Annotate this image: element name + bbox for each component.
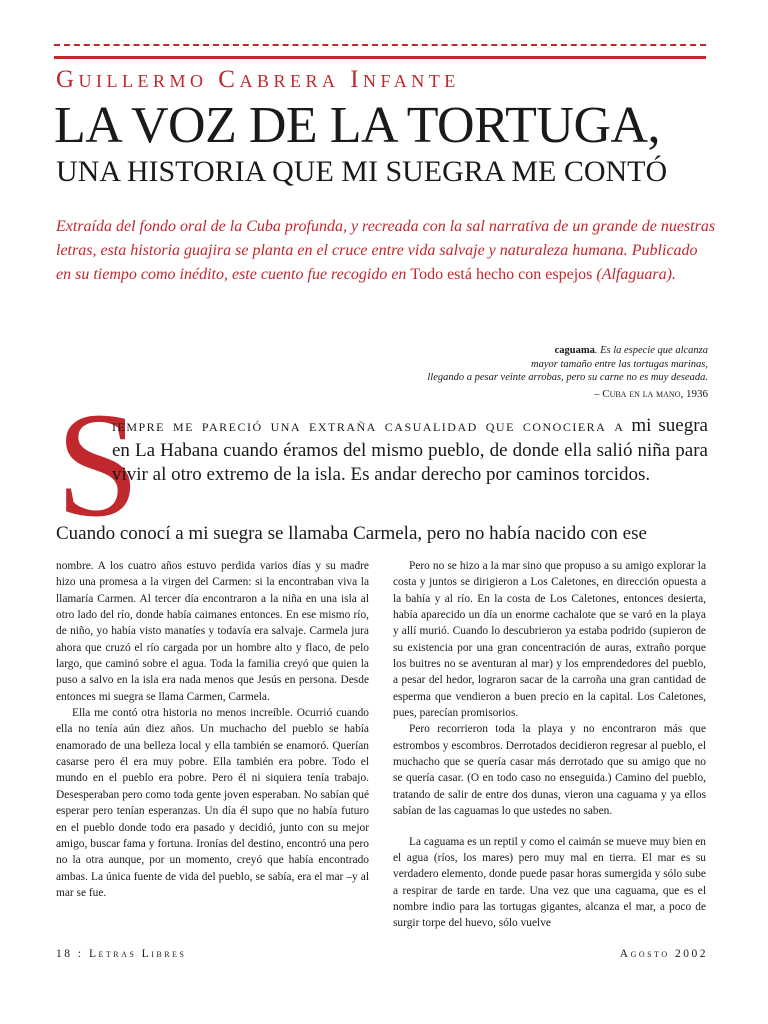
right-paragraph-3: La caguama es un reptil y como el caimán se mueve muy bien en el agua (ríos, los mares) pero muy mal en tierra. El mar es su verdadero elemento, donde puede pasar horas sumergida y sólo sube a respirar de tarde en tarde. Una vez que una caguama, que es el nombre indio para las tortugas gigantes, alcanza el mar, a poco de surgir torpe del huevo, sólo vuelve <box>393 835 706 930</box>
right-paragraph-1: Pero no se hizo a la mar sino que propuso a su amigo explorar la costa y juntos se dirigieron a Los Caletones, en dirección opuesta a la bahía y al río. En la costa de Los Caletones, entonces desierta, había aparecido un día un enorme cachalote que se varó en la playa y allí murió. Cuando lo descubrieron ya estaba podrido (supieron de su existencia por una gran concentración de auras, extraño porque los buitres no se aventuran al mar) y los emprendedores del pueblo, a pesar del hedor, lograron sacar de la carroña una gran cantidad de esperma que vendieron a buen precio en la capital. Los Caletones, pues, parecían promisorios. <box>393 560 706 720</box>
opening-line-2: Cuando conocí a mi suegra se llamaba Carmela, pero no había nacido con ese <box>56 523 647 544</box>
author-name: Guillermo Cabrera Infante <box>56 66 460 93</box>
footer-page-info: 18 : Letras Libres <box>56 948 187 960</box>
epigraph-definition-2: mayor tamaño entre las tortugas marinas, <box>531 358 708 370</box>
left-paragraph-2: Ella me contó otra historia no menos increíble. Ocurrió cuando ella no tenía aún diez años. Un muchacho del pueblo se había enamorado de una belleza local y ella también se enamoró. Querían casarse pero él era muy pobre. Ella también era pobre. Todo el mundo en el pueblo era pobre. Pero él ni siquiera tenía trabajo. Desesperaban pero como toda gente joven esperaban. No sabían qué esperar pero tenían esperanzas. Un día él supo que no había futuro en el pueblo donde todo era pasado y decidió, junto con su mejor amigo, buscar fama y fortuna. Ironías del destino, encontró una pero no la otra aunque, por un momento, creyó que había encontrado ambas. La única fuente de vida del pueblo, se sabía, era el mar –y al mar se fue. <box>56 707 369 899</box>
header-dashed-rule <box>54 44 706 46</box>
drop-cap: S <box>56 382 140 548</box>
article-subtitle: UNA HISTORIA QUE MI SUEGRA ME CONTÓ <box>56 155 668 188</box>
epigraph-source: – Cuba en la mano, 1936 <box>593 387 708 400</box>
left-paragraph-1: nombre. A los cuatro años estuvo perdida varios días y su madre hizo una promesa a la virgen del Carmen: si la encontraban viva la llamaría Carmen. Al tercer día encontraron a la niña en una isla al otro lado del río, donde había caimanes entonces. En ese mismo río, de niño, yo había visto manatíes y todavía era salvaje. Carmela jura ahora que cruzó el río cargada por un hombre alto y flaco, de pelo largo, que caminó sobre el agua. Toda la familia creyó que quien la puso a salvo en la isla era nada menos que Jesús en persona. Desde entonces mi suegra se llama Carmen, Carmela. <box>56 560 369 703</box>
epigraph <box>308 344 708 401</box>
paragraph-gap <box>393 820 706 834</box>
epigraph-definition-1: . Es la especie que alcanza <box>594 345 708 356</box>
article-title: LA VOZ DE LA TORTUGA, <box>54 97 661 154</box>
footer-date: Agosto 2002 <box>619 948 708 960</box>
header-solid-rule <box>54 56 706 59</box>
epigraph-word: caguama <box>554 345 595 356</box>
opening-smallcaps: iempre me pareció una extraña casualidad que conociera a <box>112 416 625 435</box>
opening-rest: mi suegra en La Habana cuando éramos del mismo pueblo, de donde ella salió niña para vivir al otro extremo de la isla. Es andar derecho por caminos torcidos. <box>112 415 708 485</box>
epigraph-definition-3: llegando a pesar veinte arrobas, pero su carne no es muy deseada. <box>427 372 708 383</box>
right-column <box>393 558 706 932</box>
opening-paragraph <box>112 414 708 488</box>
left-column <box>56 558 369 901</box>
lead-text-part2: (Alfaguara). <box>592 266 676 283</box>
lead-text-part1: Extraída del fondo oral de la Cuba profunda, y recreada con la sal narrativa de un grande de nuestras letras, esta historia guajira se planta en el cruce entre vida salvaje y naturaleza humana. Publicado en su tiempo como inédito, este cuento fue recogido en <box>56 218 716 283</box>
lead-paragraph <box>56 215 716 287</box>
right-paragraph-2: Pero recorrieron toda la playa y no encontraron más que estrombos y escombros. Derrotados decidieron regresar al pueblo, el muchacho que se quería casar más derrotado que su amigo que no se quería casar. (O en todo caso no enseguida.) Camino del pueblo, tratando de salir de entre dos dunas, vieron una caguama y ya ellos sabían de las caguamas lo que ustedes no saben. <box>393 723 706 818</box>
lead-book-title: Todo está hecho con espejos <box>410 266 593 283</box>
